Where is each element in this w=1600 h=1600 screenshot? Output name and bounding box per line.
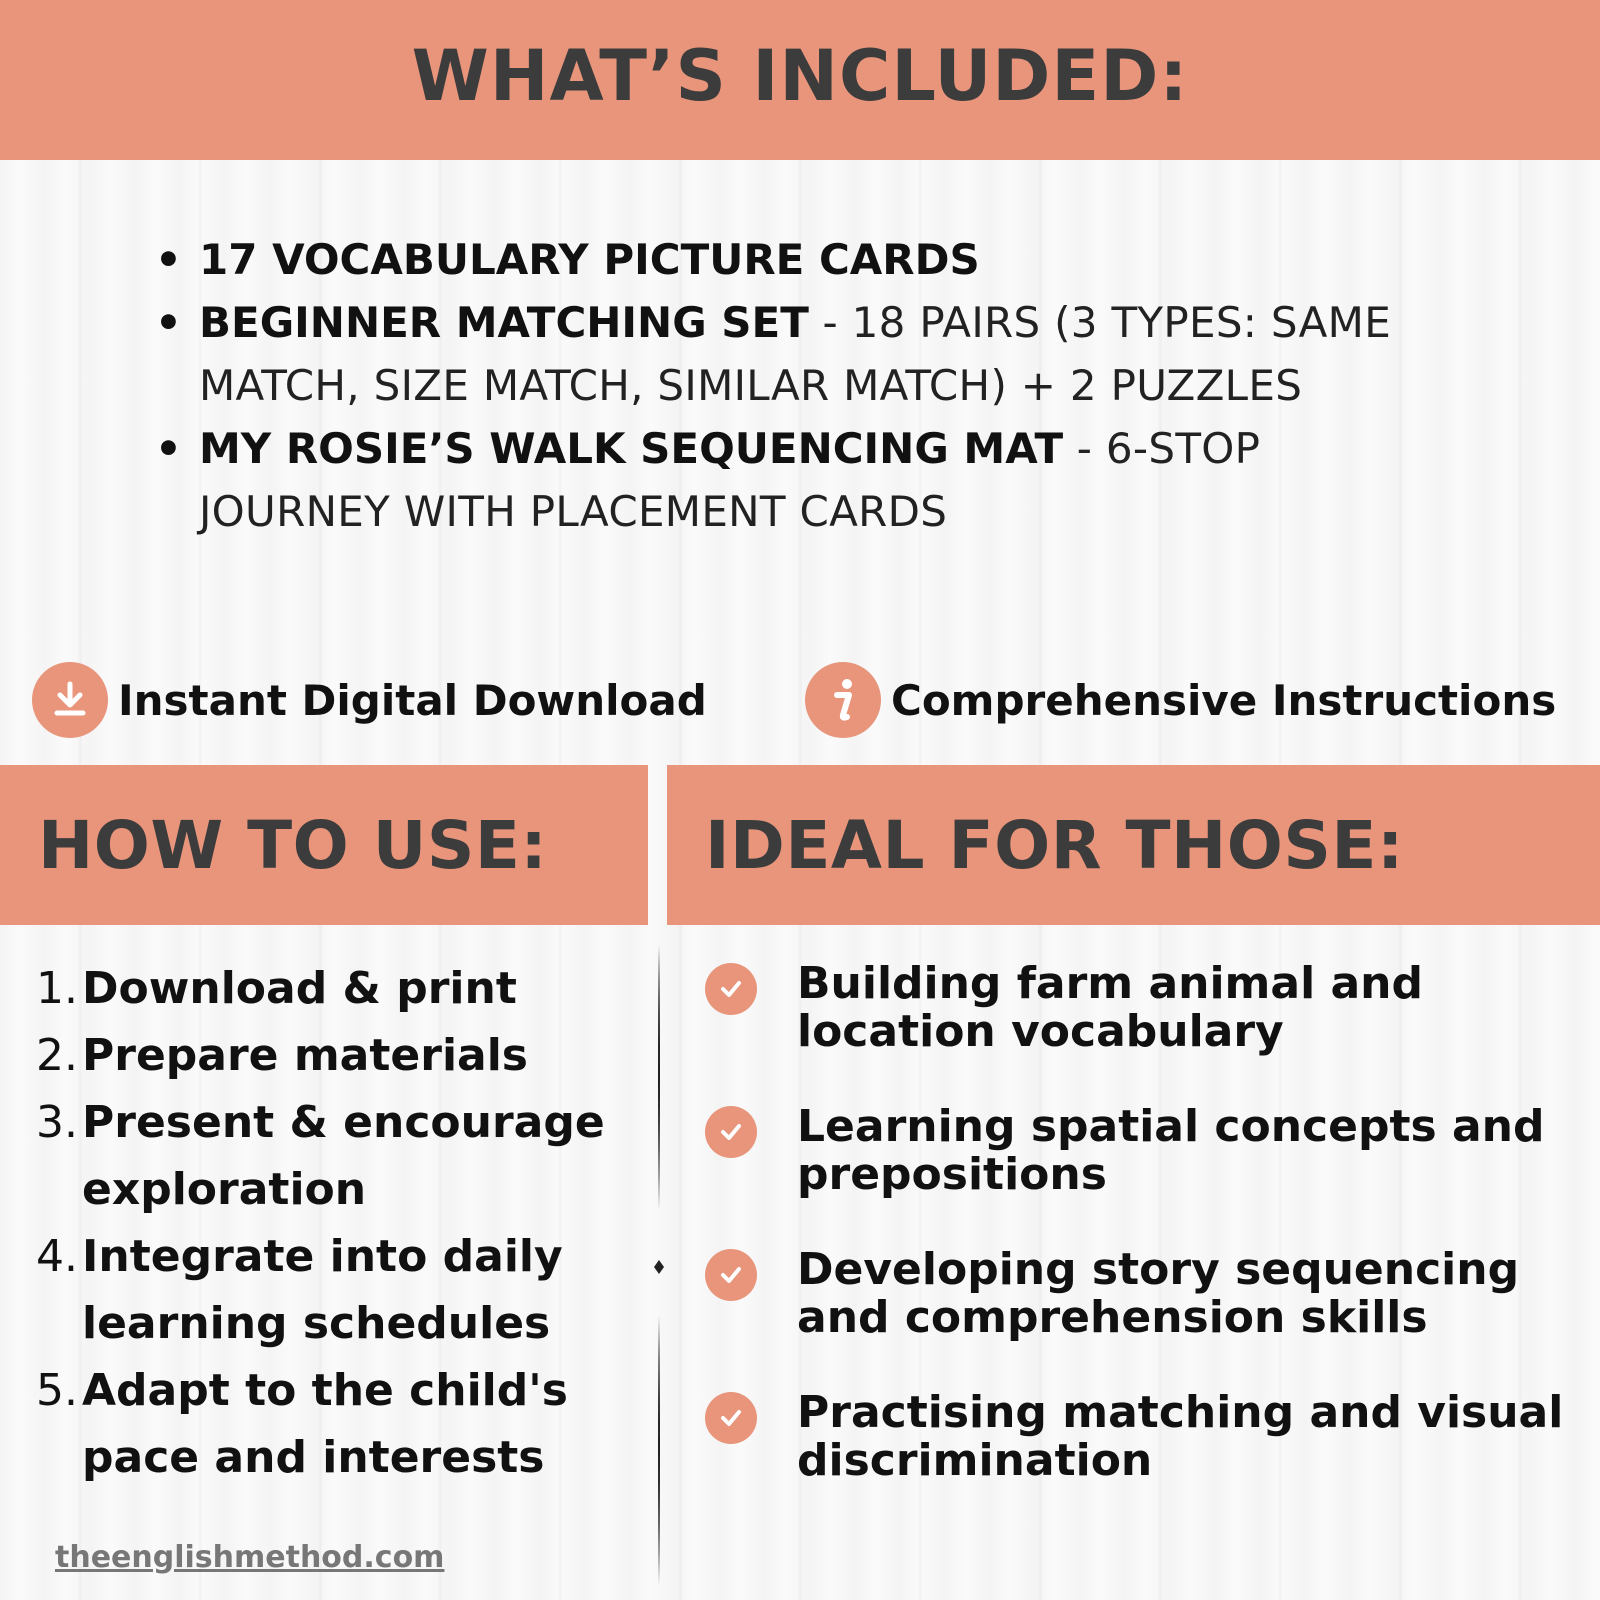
included-item-bold: MY ROSIE’S WALK SEQUENCING MAT: [199, 424, 1064, 473]
step-number: 1.: [36, 963, 78, 1014]
included-item-bold: 17 VOCABULARY PICTURE CARDS: [199, 235, 980, 284]
ideal-for-band: [667, 765, 1600, 925]
included-item-detail: - 18 PAIRS (3 TYPES: SAME MATCH, SIZE MATCH, SIMILAR MATCH) + 2 PUZZLES: [199, 298, 1392, 410]
how-to-use-title: HOW TO USE:: [38, 807, 548, 884]
included-item-bold: BEGINNER MATCHING SET: [199, 298, 809, 347]
page-title: WHAT’S INCLUDED:: [411, 35, 1189, 117]
feature-download: [32, 662, 707, 738]
steps-list: [0, 955, 640, 1491]
step-text: Present & encourage exploration: [82, 1097, 605, 1215]
feature-instructions: [805, 662, 1556, 738]
step-number: 3.: [36, 1097, 78, 1148]
included-item-detail: - 6-STOP JOURNEY WITH PLACEMENT CARDS: [199, 424, 1261, 536]
check-icon: [705, 963, 757, 1015]
ideal-item-text: Learning spatial concepts and prepositions: [797, 1101, 1545, 1200]
step-text: Download & print: [82, 963, 517, 1014]
check-icon: [705, 1106, 757, 1158]
header-band: [0, 0, 1600, 160]
column-divider: [648, 945, 670, 1585]
how-to-use-band: [0, 765, 648, 925]
list-item: [0, 1022, 640, 1089]
step-number: 4.: [36, 1231, 78, 1282]
included-list: [155, 228, 1425, 543]
website-link[interactable]: theenglishmethod.com: [55, 1540, 445, 1575]
list-item: [0, 1357, 640, 1491]
step-number: 5.: [36, 1365, 78, 1416]
info-icon: [805, 662, 881, 738]
list-item: [0, 955, 640, 1022]
download-icon: [32, 662, 108, 738]
list-item: [155, 417, 1409, 543]
list-item: [0, 1089, 640, 1223]
list-item: [155, 291, 1409, 417]
ideal-item-text: Building farm animal and location vocabulary: [797, 958, 1423, 1057]
check-icon: [705, 1392, 757, 1444]
ideal-item-text: Practising matching and visual discrimination: [797, 1387, 1564, 1486]
step-text: Adapt to the child's pace and interests: [82, 1365, 568, 1483]
feature-instructions-label: Comprehensive Instructions: [891, 675, 1557, 725]
check-icon: [705, 1249, 757, 1301]
step-text: Integrate into daily learning schedules: [82, 1231, 563, 1349]
ideal-for-title: IDEAL FOR THOSE:: [705, 807, 1404, 884]
list-item: [0, 1223, 640, 1357]
ideal-item-text: Developing story sequencing and comprehension skills: [797, 1244, 1520, 1343]
feature-download-label: Instant Digital Download: [118, 675, 707, 725]
list-item: [155, 228, 1199, 291]
step-text: Prepare materials: [82, 1030, 528, 1081]
step-number: 2.: [36, 1030, 78, 1081]
